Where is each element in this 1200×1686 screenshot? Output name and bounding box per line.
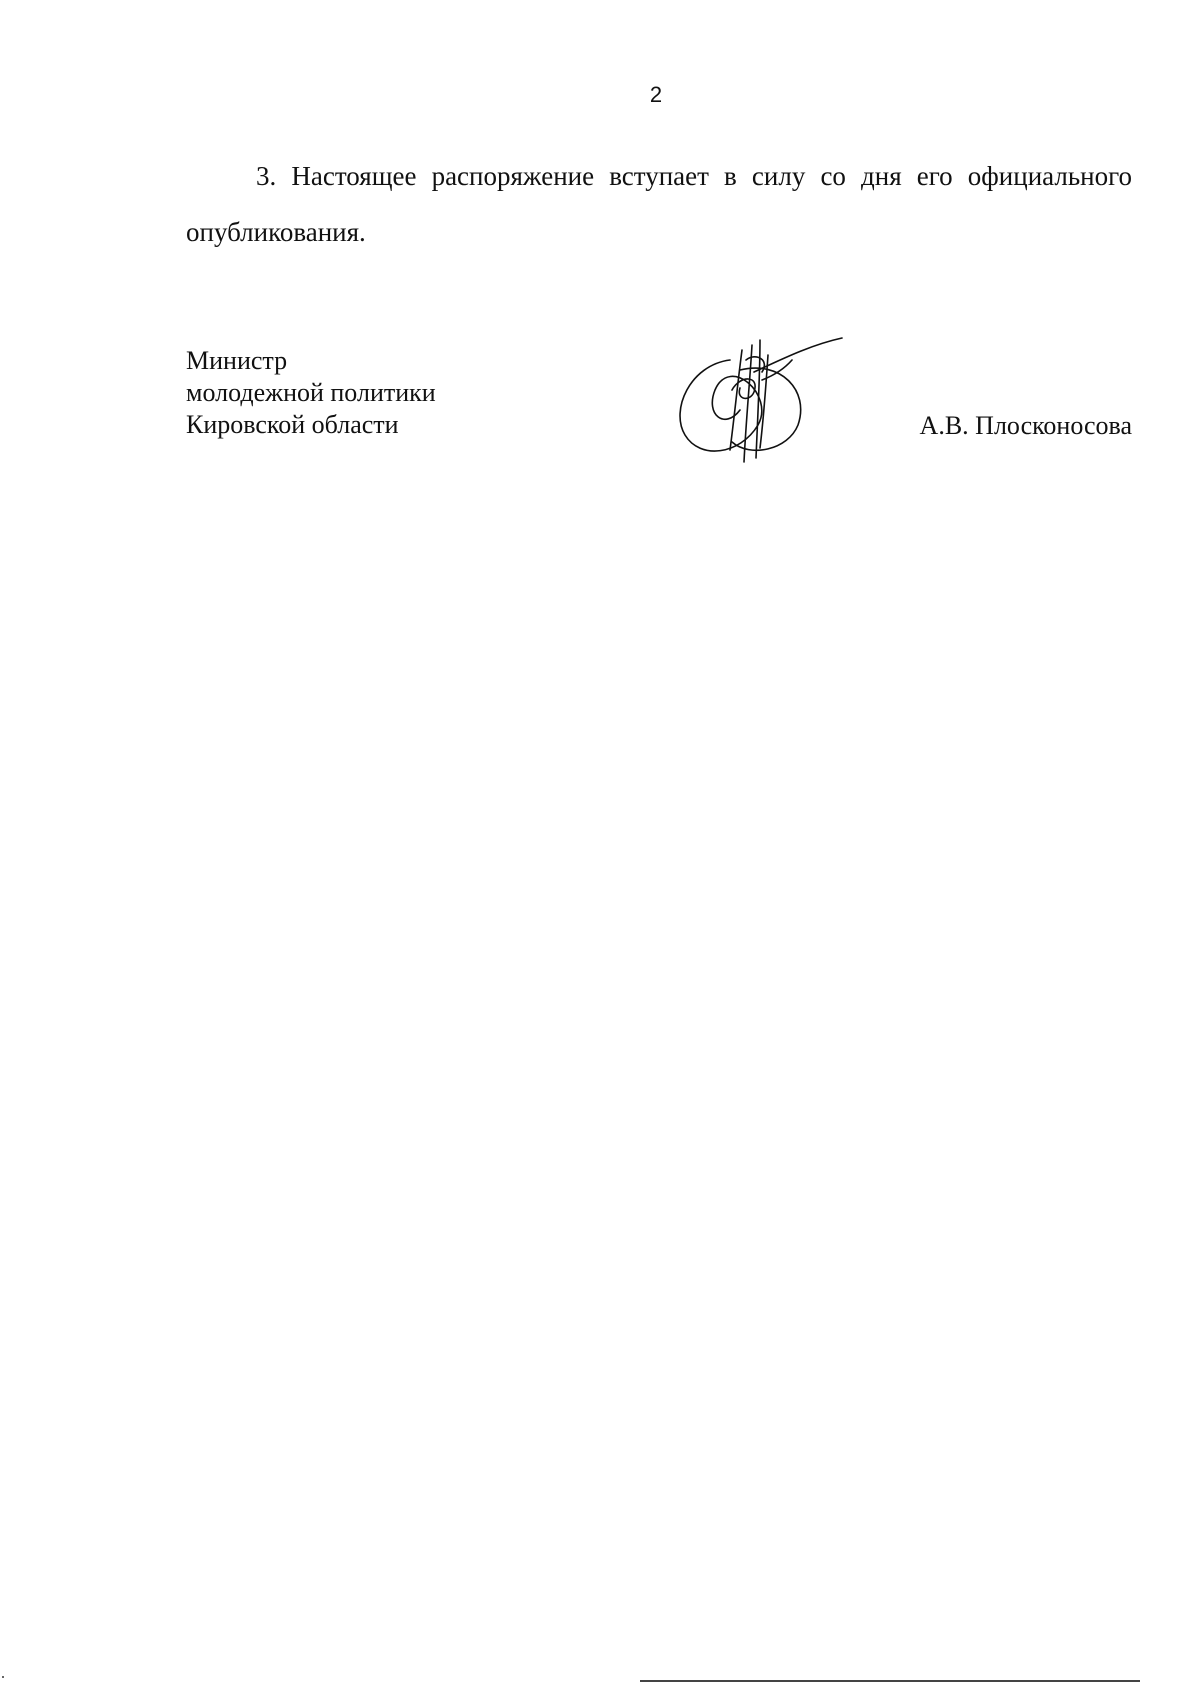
position-line-region: Кировской области: [186, 410, 399, 439]
signatory-position: [186, 345, 436, 441]
signatory-name: А.В. Плосконосова: [919, 411, 1132, 440]
clause-paragraph: 3. Настоящее распоряжение вступает в силу со дня его официального опубликования.: [186, 161, 1132, 247]
page-number: 2: [649, 82, 663, 107]
position-line-title: Министр: [186, 346, 288, 375]
handwritten-signature-icon: [670, 330, 850, 470]
scan-artifact-dot: [2, 1676, 4, 1678]
position-line-ministry: молодежной политики: [186, 378, 436, 407]
scan-edge-line: [640, 1680, 1140, 1682]
